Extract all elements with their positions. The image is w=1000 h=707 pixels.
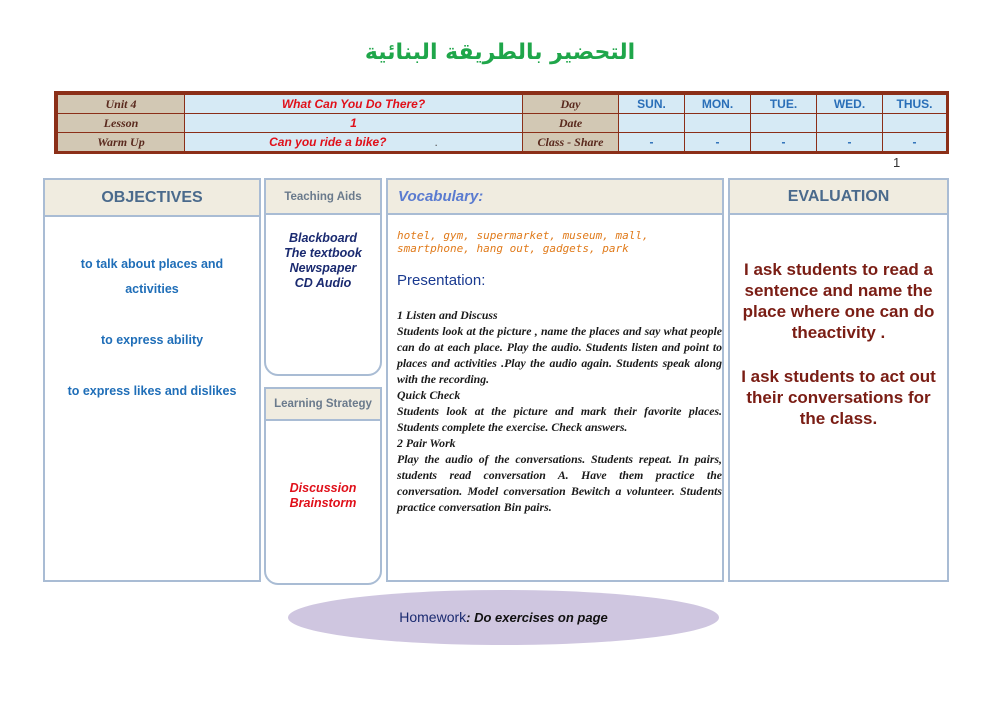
step-heading: 2 Pair Work [397, 436, 456, 450]
vocabulary-panel [386, 178, 724, 582]
objective-item: activities [125, 282, 179, 296]
class-cell: - [817, 133, 883, 152]
day-tue: TUE. [751, 95, 817, 114]
lesson-info-table [54, 91, 949, 154]
objective-item: to express likes and dislikes [67, 384, 237, 398]
class-cell: - [883, 133, 947, 152]
objective-item: to express ability [100, 333, 204, 347]
warmup-mark: . [434, 135, 438, 149]
date-cell [685, 114, 751, 133]
day-mon: MON. [685, 95, 751, 114]
objective-item: to talk about places and [80, 257, 224, 271]
day-thus: THUS. [883, 95, 947, 114]
step-heading: 1 Listen and Discuss [397, 308, 498, 322]
homework-line [288, 609, 719, 625]
warmup-label: Warm Up [58, 133, 185, 152]
evaluation-text-1: I ask students to read a sentence and name the place where one can do theactivity . [742, 260, 935, 342]
learning-strategy-panel [264, 387, 382, 585]
step-text: Students look at the picture , name the places and say what people can do at each place. Play the audio. Students listen and point to places and activities .Play the audio again. Students speak along with the recording. [397, 324, 722, 386]
lesson-label: Lesson [58, 114, 185, 133]
teaching-aids-panel [264, 178, 382, 376]
date-cell [619, 114, 685, 133]
vocabulary-words-line2: smartphone, hang out, gadgets, park [397, 242, 629, 255]
presentation-body [397, 307, 722, 515]
step-text: Play the audio of the conversations. Students repeat. In pairs, students read conversation A. Have them practice the conversation. Model conversation Bewitch a volunteer. Students practice conversation Bin pairs. [397, 452, 722, 514]
teaching-aid-item: CD Audio [294, 276, 352, 290]
teaching-aid-item: Newspaper [289, 261, 357, 275]
unit-label: Unit 4 [58, 95, 185, 114]
unit-title: What Can You Do There? [185, 95, 523, 114]
teaching-aid-item: The textbook [284, 246, 362, 260]
date-cell [751, 114, 817, 133]
evaluation-heading: EVALUATION [730, 180, 947, 215]
class-cell: - [685, 133, 751, 152]
teaching-aids-heading: Teaching Aids [266, 180, 380, 215]
date-cell [817, 114, 883, 133]
learning-strategy-heading: Learning Strategy [266, 389, 380, 421]
vocabulary-words-line1: hotel, gym, supermarket, museum, mall, [397, 229, 649, 242]
strategy-item: Brainstorm [289, 496, 357, 510]
teaching-aid-item: Blackboard [288, 231, 358, 245]
objectives-heading: OBJECTIVES [45, 180, 259, 217]
class-cell: - [619, 133, 685, 152]
strategy-item: Discussion [289, 481, 357, 495]
page-mark: 1 [893, 155, 901, 170]
evaluation-text-2: I ask students to act out their conversations for the class. [741, 367, 936, 428]
warmup-question [185, 133, 523, 152]
vocabulary-heading: Vocabulary: [388, 180, 722, 215]
lesson-number: 1 [185, 114, 523, 133]
presentation-label: Presentation: [397, 272, 486, 289]
date-label: Date [523, 114, 619, 133]
class-cell: - [751, 133, 817, 152]
warmup-text: Can you ride a bike? [269, 135, 387, 149]
homework-text: : Do exercises on page [466, 610, 608, 625]
objectives-panel [43, 178, 261, 582]
day-sun: SUN. [619, 95, 685, 114]
date-cell [883, 114, 947, 133]
class-share-label: Class - Share [523, 133, 619, 152]
step-text: Students look at the picture and mark their favorite places. Students complete the exercise. Check answers. [397, 404, 722, 434]
day-wed: WED. [817, 95, 883, 114]
step-heading: Quick Check [397, 388, 461, 402]
homework-label: Homework [399, 609, 467, 625]
evaluation-panel [728, 178, 949, 582]
page-title: التحضير بالطريقة البنائية [364, 40, 636, 65]
day-label: Day [523, 95, 619, 114]
